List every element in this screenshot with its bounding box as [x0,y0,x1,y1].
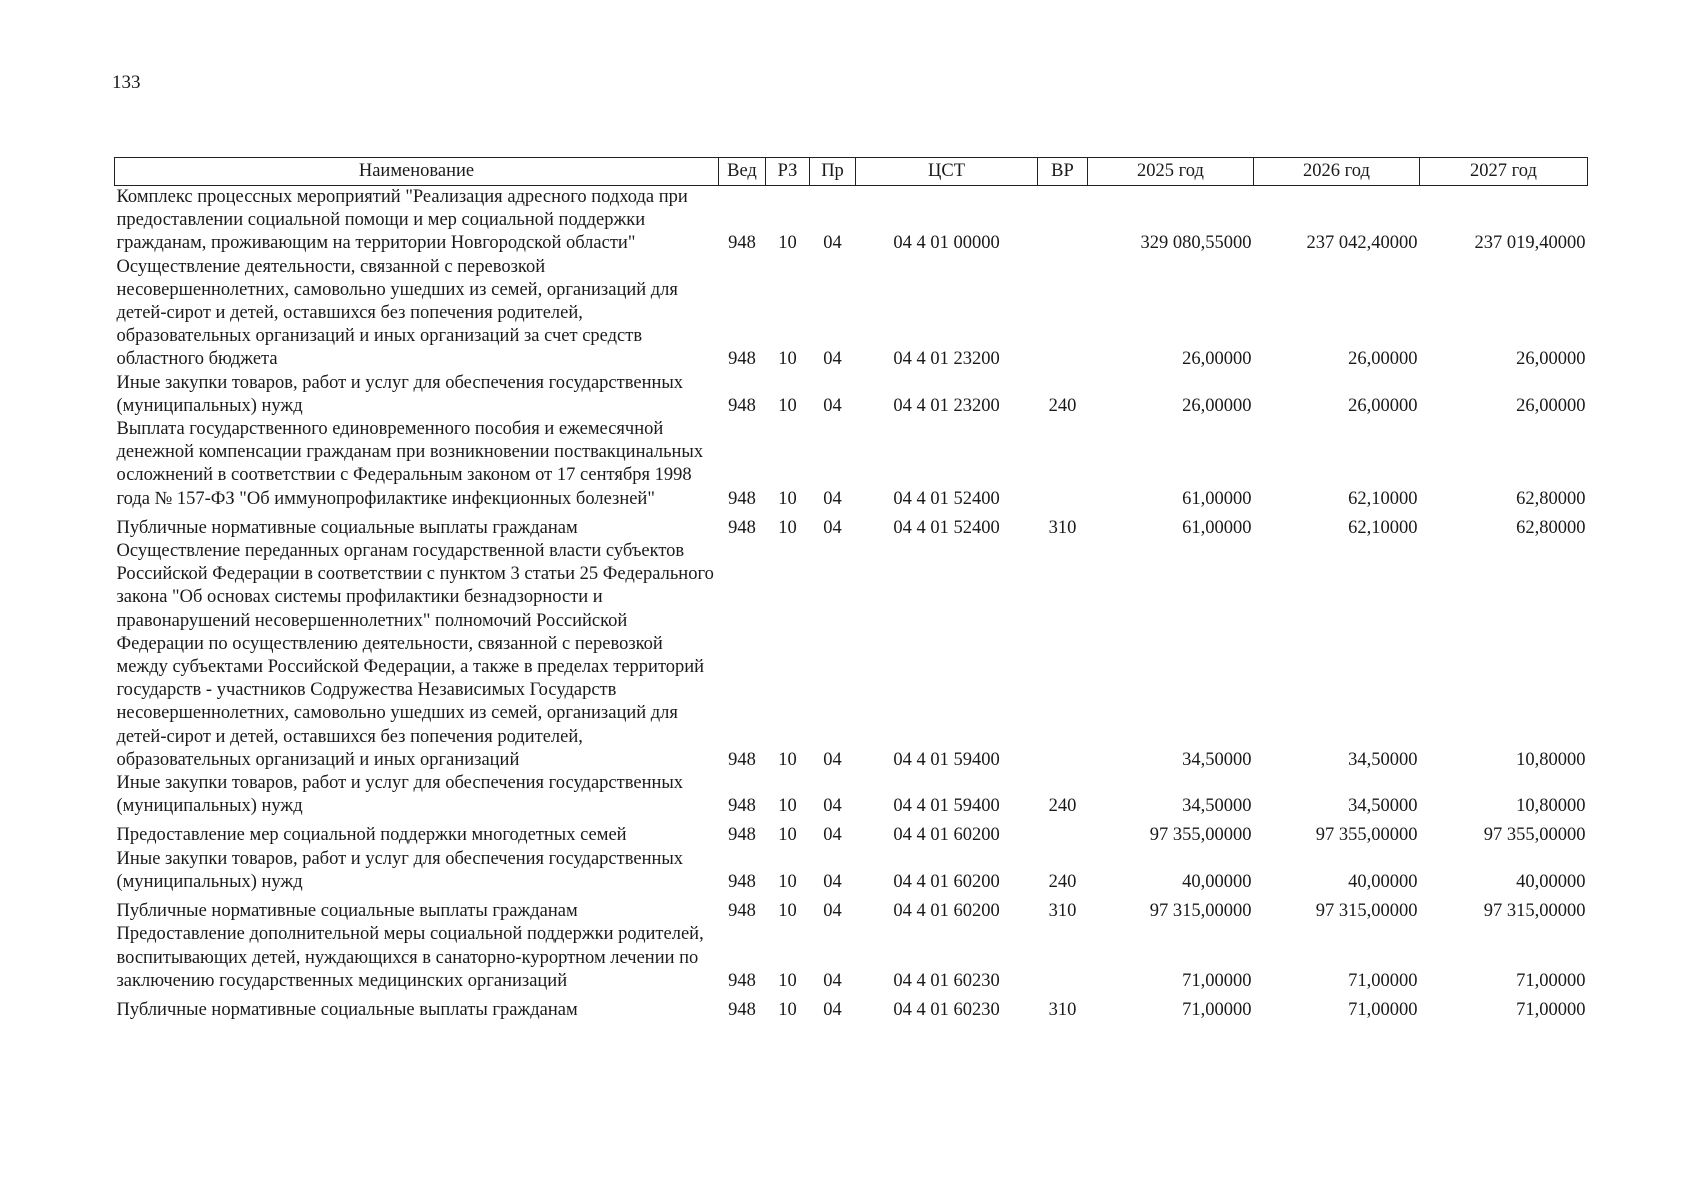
row-amount-2025: 34,50000 [1182,796,1252,817]
row-amount-2025: 26,00000 [1182,395,1252,416]
row-amount-2025: 97 315,00000 [1149,901,1252,922]
row-amount-2027: 97 315,00000 [1483,901,1586,922]
row-cst: 04 4 01 23200 [893,395,1000,416]
table-row [115,772,1588,818]
row-name: Публичные нормативные социальные выплаты гражданам [116,999,578,1020]
row-pr: 04 [823,488,842,509]
table-row [115,511,1588,540]
row-vr: 240 [1048,871,1077,892]
row-rz: 10 [778,488,797,509]
table-row [115,894,1588,923]
row-ved: 948 [728,999,756,1020]
row-amount-2026: 34,50000 [1348,749,1418,770]
row-amount-2025: 34,50000 [1182,749,1252,770]
row-vr [1038,256,1088,372]
row-rz: 10 [778,970,797,991]
row-rz: 10 [778,349,797,370]
row-amount-2026: 62,10000 [1348,517,1418,538]
row-amount-2027: 62,80000 [1516,517,1586,538]
row-vr: 240 [1048,395,1077,416]
row-name: Осуществление переданных органам государственной власти субъектов Российской Федерации в соответствии с пунктом 3 статьи 25 Федерального закона "Об основах системы профилактики безнадзорности и правонарушений несовершеннолетних" полномочий Российской Федерации по осуществлению деятельности, связанной с перевозкой между субъектами Российской Федерации, а также в пределах территорий государств - участников Содружества Независимых Государств несовершеннолетних, самовольно ушедших из семей, организаций для детей-сирот и детей, оставшихся без попечения родителей, образовательных организаций и иных организаций [116,541,714,770]
row-amount-2026: 97 355,00000 [1315,825,1418,846]
row-ved: 948 [728,871,756,892]
row-pr: 04 [823,233,842,254]
row-ved: 948 [728,488,756,509]
row-pr: 04 [823,901,842,922]
row-amount-2027: 26,00000 [1516,395,1586,416]
row-amount-2027: 10,80000 [1516,796,1586,817]
row-name: Предоставление мер социальной поддержки многодетных семей [116,825,627,846]
row-rz: 10 [778,517,797,538]
row-ved: 948 [728,233,756,254]
row-name: Осуществление деятельности, связанной с перевозкой несовершеннолетних, самовольно ушедших из семей, организаций для детей-сирот и детей, оставшихся без попечения родителей, образовательных организаций и иных организаций за счет средств областного бюджета [116,256,678,370]
row-rz: 10 [778,395,797,416]
row-amount-2025: 26,00000 [1182,349,1252,370]
row-rz: 10 [778,825,797,846]
row-cst: 04 4 01 59400 [893,749,1000,770]
table-row [115,540,1588,772]
row-amount-2025: 97 355,00000 [1149,825,1252,846]
row-name: Иные закупки товаров, работ и услуг для обеспечения государственных (муниципальных) нужд [116,372,684,416]
row-vr: 310 [1048,901,1077,922]
row-pr: 04 [823,749,842,770]
row-ved: 948 [728,517,756,538]
row-vr [1038,923,1088,993]
row-rz: 10 [778,796,797,817]
row-amount-2026: 40,00000 [1348,871,1418,892]
row-name: Публичные нормативные социальные выплаты гражданам [116,517,578,538]
row-amount-2026: 71,00000 [1348,999,1418,1020]
row-amount-2026: 62,10000 [1348,488,1418,509]
row-pr: 04 [823,825,842,846]
row-amount-2026: 34,50000 [1348,796,1418,817]
row-vr: 240 [1048,796,1077,817]
row-pr: 04 [823,395,842,416]
row-cst: 04 4 01 60230 [893,999,1000,1020]
table-body [115,186,1588,1023]
table-row [115,818,1588,847]
row-vr [1038,418,1088,511]
row-name: Предоставление дополнительной меры социальной поддержки родителей, воспитывающих детей, нуждающихся в санаторно-курортном лечении по заключению государственных медицинских организаций [116,924,704,991]
row-pr: 04 [823,871,842,892]
header-2027: 2027 год [1420,158,1588,186]
header-vr: ВР [1038,158,1088,186]
table-row [115,256,1588,372]
row-amount-2026: 26,00000 [1348,395,1418,416]
row-rz: 10 [778,999,797,1020]
table-row [115,848,1588,894]
row-amount-2025: 61,00000 [1182,517,1252,538]
row-vr [1038,186,1088,256]
row-rz: 10 [778,901,797,922]
row-amount-2026: 237 042,40000 [1306,233,1418,254]
table-row [115,186,1588,256]
row-amount-2027: 71,00000 [1516,999,1586,1020]
row-cst: 04 4 01 60200 [893,825,1000,846]
row-cst: 04 4 01 52400 [893,488,1000,509]
row-amount-2027: 40,00000 [1516,871,1586,892]
row-pr: 04 [823,349,842,370]
header-cst: ЦСТ [856,158,1038,186]
row-vr [1038,818,1088,847]
row-cst: 04 4 01 59400 [893,796,1000,817]
header-name: Наименование [115,158,719,186]
table-row [115,923,1588,993]
table-row [115,418,1588,511]
row-name: Выплата государственного единовременного пособия и ежемесячной денежной компенсации гражданам при возникновении поствакцинальных осложнений в соответствии с Федеральным законом от 17 сентября 1998 года № 157-ФЗ "Об иммунопрофилактике инфекционных болезней" [116,419,704,509]
page-number: 133 [112,72,141,93]
row-amount-2027: 237 019,40000 [1474,233,1586,254]
row-ved: 948 [728,749,756,770]
header-ved: Вед [719,158,766,186]
row-cst: 04 4 01 60200 [893,871,1000,892]
row-amount-2027: 26,00000 [1516,349,1586,370]
row-ved: 948 [728,395,756,416]
row-vr [1038,540,1088,772]
row-amount-2025: 71,00000 [1182,970,1252,991]
row-ved: 948 [728,796,756,817]
row-cst: 04 4 01 60230 [893,970,1000,991]
header-pr: Пр [810,158,856,186]
row-amount-2027: 71,00000 [1516,970,1586,991]
row-cst: 04 4 01 52400 [893,517,1000,538]
row-name: Иные закупки товаров, работ и услуг для обеспечения государственных (муниципальных) нужд [116,773,684,817]
row-pr: 04 [823,517,842,538]
row-pr: 04 [823,796,842,817]
row-ved: 948 [728,825,756,846]
row-rz: 10 [778,871,797,892]
budget-table [114,157,1588,1022]
row-amount-2026: 71,00000 [1348,970,1418,991]
row-amount-2027: 10,80000 [1516,749,1586,770]
header-rz: РЗ [766,158,810,186]
row-rz: 10 [778,749,797,770]
table-header-row [115,158,1588,186]
row-vr: 310 [1048,517,1077,538]
row-pr: 04 [823,970,842,991]
row-amount-2027: 62,80000 [1516,488,1586,509]
header-2026: 2026 год [1254,158,1420,186]
header-2025: 2025 год [1088,158,1254,186]
row-pr: 04 [823,999,842,1020]
row-amount-2026: 97 315,00000 [1315,901,1418,922]
row-ved: 948 [728,970,756,991]
row-cst: 04 4 01 23200 [893,349,1000,370]
row-name: Комплекс процессных мероприятий "Реализация адресного подхода при предоставлении социальной помощи и мер социальной поддержки гражданам, проживающим на территории Новгородской области" [116,187,688,254]
row-ved: 948 [728,901,756,922]
row-amount-2025: 329 080,55000 [1140,233,1252,254]
row-cst: 04 4 01 60200 [893,901,1000,922]
row-rz: 10 [778,233,797,254]
row-amount-2025: 71,00000 [1182,999,1252,1020]
table-row [115,372,1588,418]
row-amount-2025: 61,00000 [1182,488,1252,509]
table-row [115,993,1588,1022]
row-amount-2027: 97 355,00000 [1483,825,1586,846]
row-cst: 04 4 01 00000 [893,233,1000,254]
row-name: Публичные нормативные социальные выплаты гражданам [116,901,578,922]
row-name: Иные закупки товаров, работ и услуг для обеспечения государственных (муниципальных) нужд [116,848,684,892]
row-amount-2026: 26,00000 [1348,349,1418,370]
row-vr: 310 [1048,999,1077,1020]
row-ved: 948 [728,349,756,370]
row-amount-2025: 40,00000 [1182,871,1252,892]
